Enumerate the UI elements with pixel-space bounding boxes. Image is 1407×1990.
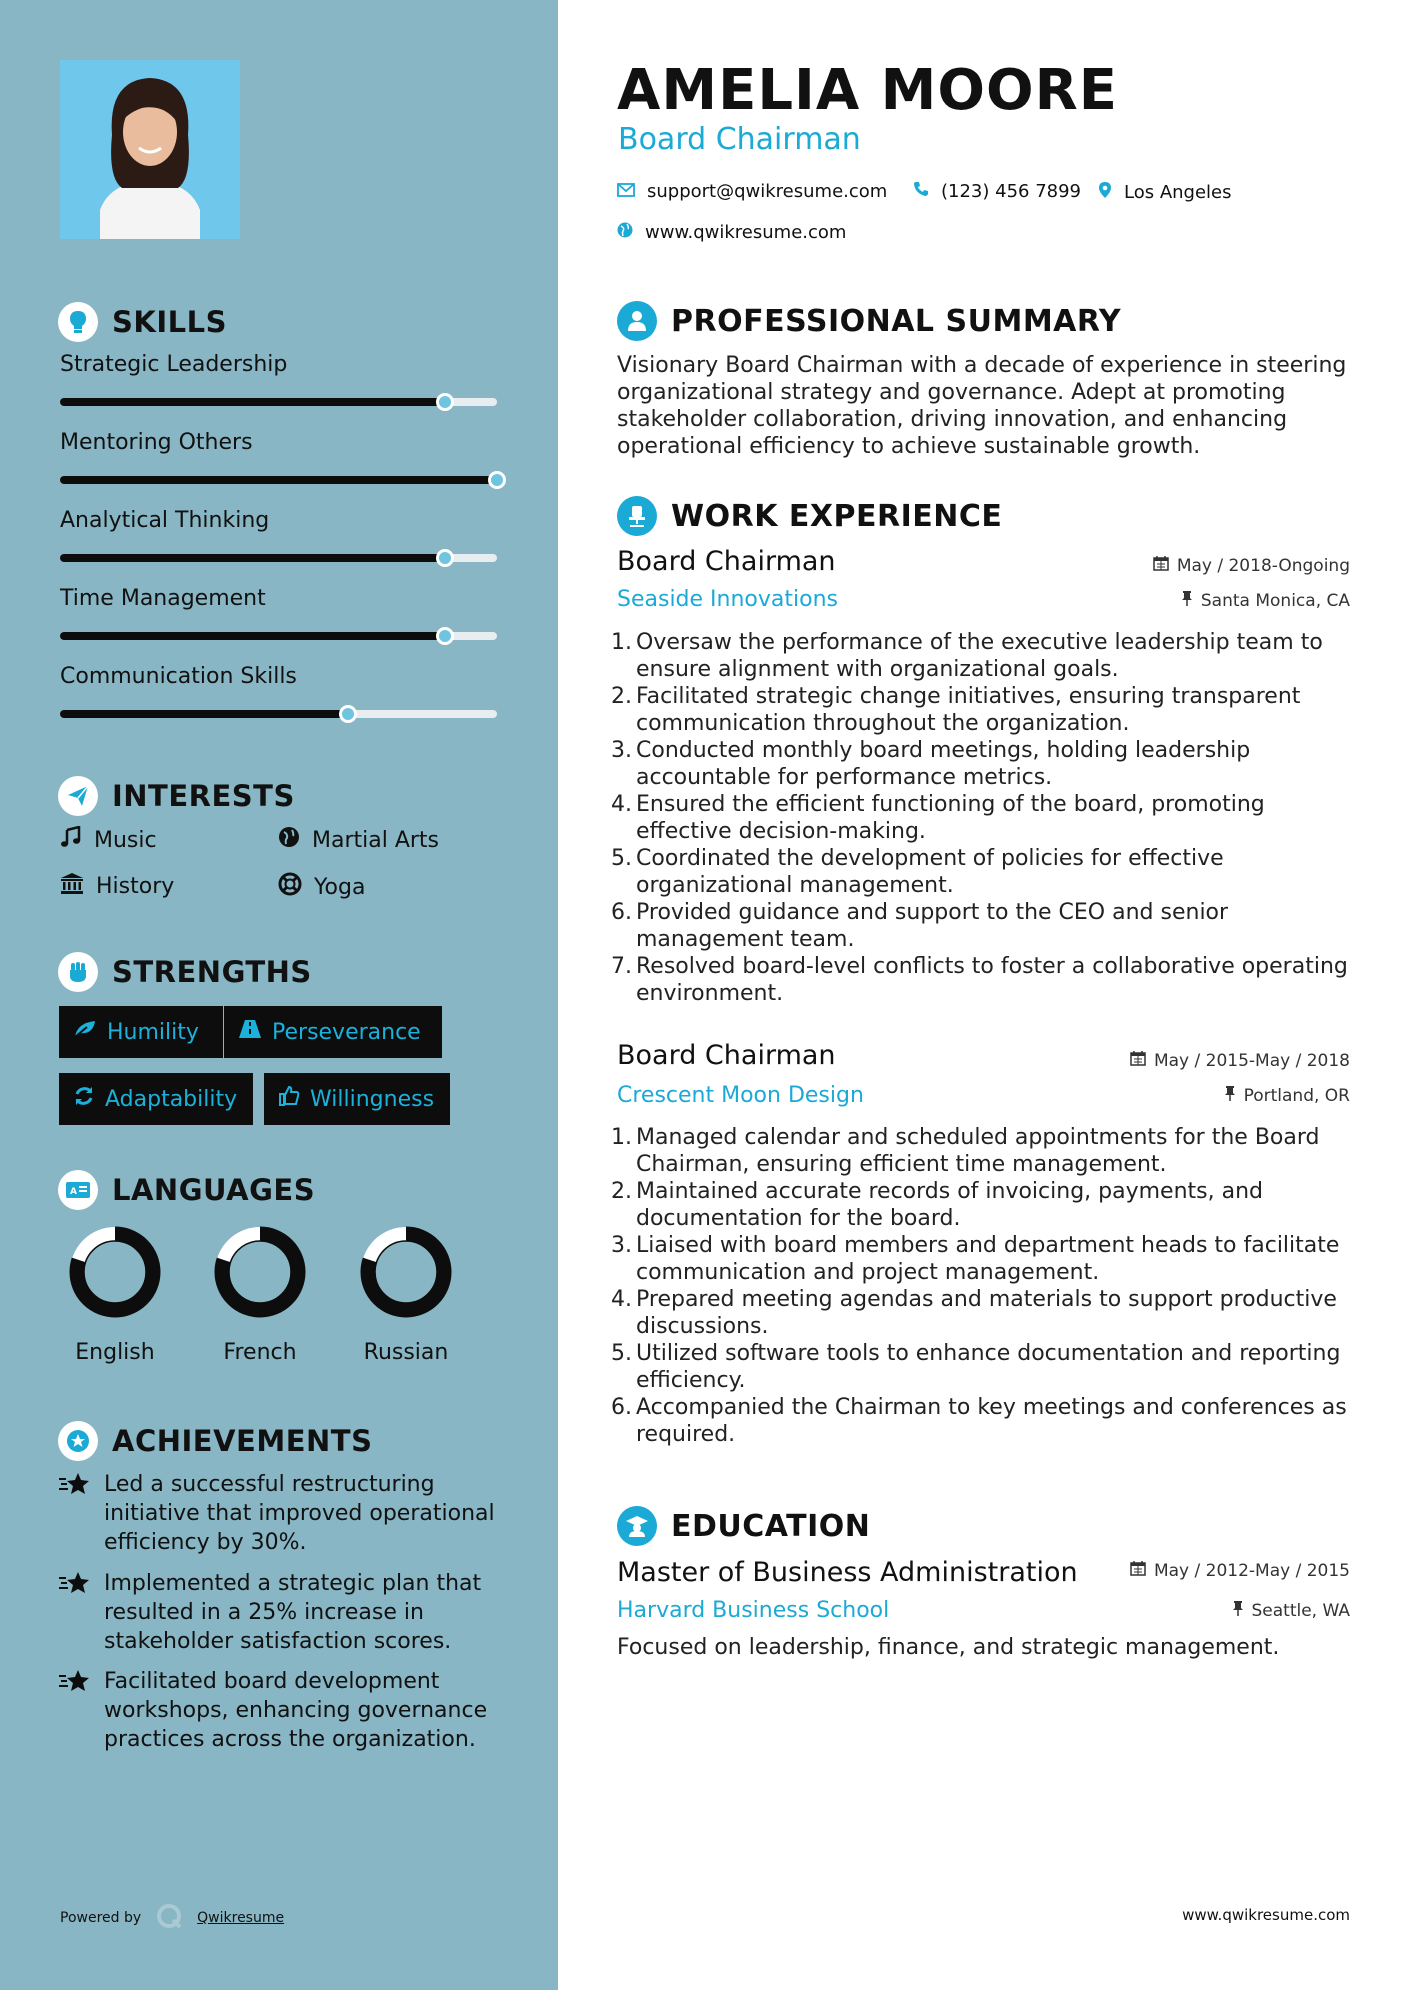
job-location xyxy=(1224,1085,1350,1106)
language-label: English xyxy=(75,1340,155,1365)
degree-title: Master of Business Administration xyxy=(617,1557,1078,1588)
bullet-text: Accompanied the Chairman to key meetings and conferences as required. xyxy=(636,1395,1347,1447)
bullet-number: 4. xyxy=(611,792,632,817)
globe-icon xyxy=(617,222,633,243)
school-name: Harvard Business School xyxy=(617,1598,890,1623)
achievements-header xyxy=(58,1421,372,1461)
bullet-text: Provided guidance and support to the CEO and senior management team. xyxy=(636,900,1229,952)
languages-header xyxy=(58,1170,315,1210)
experience-title: WORK EXPERIENCE xyxy=(671,498,1003,534)
achievement-text: Facilitated board development workshops, enhancing governance practices across the organization. xyxy=(104,1669,488,1752)
job-bullet xyxy=(610,845,1355,899)
envelope-icon xyxy=(617,181,635,202)
bullet-number: 2. xyxy=(611,684,632,709)
job-bullet xyxy=(610,1232,1355,1286)
skill-bar-fill xyxy=(60,632,445,640)
leaf-icon xyxy=(73,1019,97,1045)
strength-chip xyxy=(224,1006,442,1058)
job-bullet xyxy=(610,629,1355,683)
education-location-text: Seattle, WA xyxy=(1251,1600,1350,1621)
website-text[interactable]: www.qwikresume.com xyxy=(645,222,847,243)
interest-item xyxy=(278,872,365,902)
flying-star-icon xyxy=(58,1667,92,1754)
email-text[interactable]: support@qwikresume.com xyxy=(647,181,888,202)
job-title: Board Chairman xyxy=(617,1040,836,1071)
skill-label: Analytical Thinking xyxy=(60,508,270,533)
candidate-role: Board Chairman xyxy=(618,122,861,157)
summary-text: Visionary Board Chairman with a decade of experience in steering organizational strategy and governance. Adept at promoting stakeholder collaboration, driving innovation, and enhancing operational efficiency to achieve sustainable growth. xyxy=(617,353,1347,459)
graduate-icon xyxy=(617,1506,657,1546)
calendar-icon xyxy=(1130,1050,1146,1071)
bullet-number: 5. xyxy=(611,846,632,871)
bullet-number: 3. xyxy=(611,738,632,763)
bullet-number: 1. xyxy=(611,630,632,655)
interests-header xyxy=(58,776,295,816)
bullet-number: 1. xyxy=(611,1125,632,1150)
flying-star-icon xyxy=(58,1470,92,1557)
location-text: Los Angeles xyxy=(1124,182,1232,203)
job-location-text: Santa Monica, CA xyxy=(1200,590,1350,611)
job-dates-text: May / 2015-May / 2018 xyxy=(1153,1050,1350,1071)
skills-title: SKILLS xyxy=(112,305,227,339)
flying-star-icon xyxy=(58,1569,92,1656)
job-bullet xyxy=(610,683,1355,737)
skill-bar-fill xyxy=(60,554,445,562)
globe-icon xyxy=(278,826,300,854)
job-bullet xyxy=(610,1394,1355,1448)
job-bullet xyxy=(610,1286,1355,1340)
achievement-text: Implemented a strategic plan that resulted in a 25% increase in stakeholder satisfaction scores. xyxy=(104,1571,482,1654)
interest-item xyxy=(278,826,439,854)
sidebar xyxy=(0,0,558,1990)
qwikresume-logo-icon xyxy=(155,1902,183,1934)
strengths-header xyxy=(58,952,312,992)
bullet-text: Resolved board-level conflicts to foster a collaborative operating environment. xyxy=(636,954,1348,1006)
interest-label: History xyxy=(96,873,175,899)
bullet-text: Utilized software tools to enhance documentation and reporting efficiency. xyxy=(636,1341,1341,1393)
calendar-icon xyxy=(1153,555,1169,576)
job-location xyxy=(1181,590,1350,611)
skill-bar xyxy=(60,398,497,406)
bullet-text: Maintained accurate records of invoicing, payments, and documentation for the board. xyxy=(636,1179,1263,1231)
office-chair-icon xyxy=(617,496,657,536)
strength-chip xyxy=(59,1006,223,1058)
skill-bar-knob xyxy=(339,705,357,723)
powered-by xyxy=(60,1902,284,1934)
education-location xyxy=(1232,1600,1351,1621)
job-title: Board Chairman xyxy=(617,546,836,577)
pushpin-icon xyxy=(1224,1085,1236,1106)
contact-website xyxy=(617,222,846,243)
pushpin-icon xyxy=(1181,590,1193,611)
fist-icon xyxy=(58,952,98,992)
skill-bar-fill xyxy=(60,476,497,484)
skill-bar xyxy=(60,476,497,484)
job-bullet xyxy=(610,953,1355,1007)
language-level-ring xyxy=(67,1224,163,1320)
strength-chip xyxy=(264,1073,450,1125)
language-level-ring xyxy=(358,1224,454,1320)
education-dates xyxy=(1130,1560,1350,1581)
strength-label: Willingness xyxy=(310,1086,435,1112)
language-ring-inner xyxy=(84,1241,146,1303)
interest-label: Martial Arts xyxy=(312,827,440,853)
language-card-icon xyxy=(58,1170,98,1210)
music-note-icon xyxy=(60,826,82,854)
qwikresume-link[interactable]: Qwikresume xyxy=(197,1910,285,1926)
skill-bar-knob xyxy=(436,393,454,411)
bullet-text: Oversaw the performance of the executive leadership team to ensure alignment with organizational goals. xyxy=(636,630,1323,682)
job-bullet xyxy=(610,899,1355,953)
skill-label: Mentoring Others xyxy=(60,430,253,455)
job-bullet xyxy=(610,1340,1355,1394)
achievement-text: Led a successful restructuring initiative that improved operational efficiency by 30%. xyxy=(104,1472,495,1555)
interest-item xyxy=(60,872,174,900)
bullet-text: Managed calendar and scheduled appointments for the Board Chairman, ensuring efficient time management. xyxy=(636,1125,1320,1177)
job-bullets xyxy=(610,629,1355,1007)
pushpin-icon xyxy=(1232,1600,1244,1621)
job-bullet xyxy=(610,791,1355,845)
bullet-number: 6. xyxy=(611,1395,632,1420)
skill-label: Strategic Leadership xyxy=(60,352,288,377)
interest-item xyxy=(60,826,157,854)
skill-bar xyxy=(60,632,497,640)
language-label: Russian xyxy=(363,1340,449,1365)
phone-text: (123) 456 7899 xyxy=(941,181,1082,202)
education-dates-text: May / 2012-May / 2015 xyxy=(1153,1560,1350,1581)
contact-location xyxy=(1098,181,1232,204)
star-badge-icon xyxy=(58,1421,98,1461)
bullet-number: 7. xyxy=(611,954,632,979)
bullet-number: 5. xyxy=(611,1341,632,1366)
footer-website[interactable]: www.qwikresume.com xyxy=(1182,1906,1350,1924)
job-dates xyxy=(1153,555,1350,576)
skill-bar-knob xyxy=(436,627,454,645)
user-icon xyxy=(617,301,657,341)
strength-label: Adaptability xyxy=(105,1086,238,1112)
skills-header xyxy=(58,302,227,342)
job-bullets xyxy=(610,1124,1355,1448)
bullet-number: 6. xyxy=(611,900,632,925)
phone-icon xyxy=(913,181,929,202)
candidate-name: AMELIA MOORE xyxy=(617,58,1118,123)
job-bullet xyxy=(610,1178,1355,1232)
road-icon xyxy=(238,1019,262,1045)
languages-title: LANGUAGES xyxy=(112,1173,316,1207)
profile-photo xyxy=(60,60,240,239)
summary-title: PROFESSIONAL SUMMARY xyxy=(671,303,1122,339)
skill-label: Communication Skills xyxy=(60,664,297,689)
job-dates xyxy=(1130,1050,1350,1071)
bank-building-icon xyxy=(60,872,84,900)
job-company: Seaside Innovations xyxy=(617,587,838,612)
summary-header xyxy=(617,301,1121,341)
job-dates-text: May / 2018-Ongoing xyxy=(1176,555,1350,576)
interests-title: INTERESTS xyxy=(112,779,295,813)
bullet-text: Facilitated strategic change initiatives, ensuring transparent communication throughout the organization. xyxy=(636,684,1301,736)
achievement-item xyxy=(58,1569,498,1656)
refresh-icon xyxy=(73,1085,95,1113)
skill-bar-knob xyxy=(488,471,506,489)
bullet-number: 4. xyxy=(611,1287,632,1312)
lifebuoy-icon xyxy=(278,872,302,902)
experience-header xyxy=(617,496,1002,536)
bullet-number: 3. xyxy=(611,1233,632,1258)
bullet-text: Ensured the efficient functioning of the board, promoting effective decision-making. xyxy=(636,792,1265,844)
thumbs-up-icon xyxy=(278,1085,300,1113)
education-title: EDUCATION xyxy=(671,1508,871,1544)
skill-bar xyxy=(60,710,497,718)
language-ring-inner xyxy=(229,1241,291,1303)
paper-plane-icon xyxy=(58,776,98,816)
interest-label: Yoga xyxy=(314,874,366,900)
education-description: Focused on leadership, finance, and strategic management. xyxy=(617,1635,1280,1660)
achievement-item xyxy=(58,1667,498,1754)
achievement-item xyxy=(58,1470,498,1557)
powered-by-label: Powered by xyxy=(60,1910,142,1926)
job-bullet xyxy=(610,737,1355,791)
strength-chip xyxy=(59,1073,253,1125)
bullet-text: Coordinated the development of policies for effective organizational management. xyxy=(636,846,1224,898)
skill-bar-fill xyxy=(60,710,348,718)
contact-email xyxy=(617,181,887,202)
skill-bar xyxy=(60,554,497,562)
interest-label: Music xyxy=(94,827,157,853)
bullet-text: Conducted monthly board meetings, holding leadership accountable for performance metrics. xyxy=(636,738,1251,790)
strength-label: Perseverance xyxy=(272,1019,421,1045)
calendar-icon xyxy=(1130,1560,1146,1581)
job-company: Crescent Moon Design xyxy=(617,1083,864,1108)
bullet-text: Liaised with board members and department heads to facilitate communication and project management. xyxy=(636,1233,1340,1285)
job-location-text: Portland, OR xyxy=(1243,1085,1350,1106)
skill-bar-knob xyxy=(436,549,454,567)
skill-bar-fill xyxy=(60,398,445,406)
strength-label: Humility xyxy=(107,1019,199,1045)
language-level-ring xyxy=(212,1224,308,1320)
education-header xyxy=(617,1506,870,1546)
lightbulb-icon xyxy=(58,302,98,342)
strengths-title: STRENGTHS xyxy=(112,955,312,989)
job-bullet xyxy=(610,1124,1355,1178)
map-marker-icon xyxy=(1098,181,1112,204)
skill-label: Time Management xyxy=(60,586,266,611)
bullet-text: Prepared meeting agendas and materials to support productive discussions. xyxy=(636,1287,1337,1339)
language-label: French xyxy=(223,1340,297,1365)
contact-phone xyxy=(913,181,1081,202)
language-ring-inner xyxy=(375,1241,437,1303)
svg-text:A: A xyxy=(70,1187,77,1197)
achievements-title: ACHIEVEMENTS xyxy=(112,1424,373,1458)
bullet-number: 2. xyxy=(611,1179,632,1204)
